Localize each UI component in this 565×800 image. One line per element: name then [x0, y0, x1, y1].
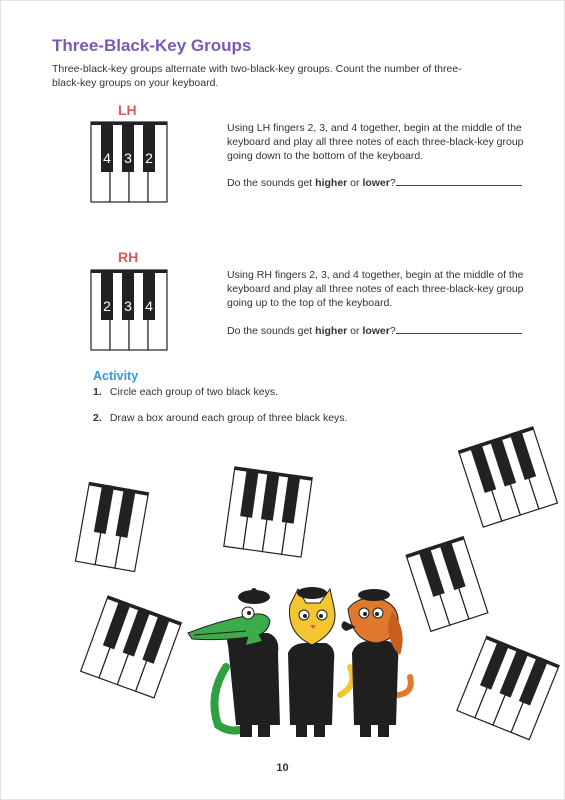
step-number: 1. [93, 386, 102, 398]
rh-keyboard-diagram [90, 269, 170, 351]
lh-question [227, 176, 522, 189]
step-text: Circle each group of two black keys. [109, 386, 278, 398]
finger-number: 2 [145, 150, 153, 166]
keyboard-piece-three-black-keys[interactable] [218, 462, 318, 562]
finger-number: 4 [103, 150, 111, 166]
question-or: or [350, 325, 360, 337]
activity-title: Activity [93, 369, 139, 383]
finger-number: 4 [145, 298, 153, 314]
lh-answer-line[interactable] [396, 176, 522, 186]
question-lower: lower [362, 325, 390, 337]
crocodile-character [188, 588, 280, 737]
activity-step-1 [93, 386, 278, 398]
question-higher: higher [315, 325, 348, 337]
page-number: 10 [276, 762, 289, 774]
keyboard-piece-three-black-keys[interactable] [452, 633, 564, 743]
step-number: 2. [93, 412, 102, 424]
lh-instruction: Using LH fingers 2, 3, and 4 together, begin at the middle of the keyboard and play all three notes of each three-black-key group going down to the bottom of the keyboard. [227, 122, 524, 162]
keyboard-piece-two-black-keys[interactable] [72, 482, 152, 572]
rh-answer-line[interactable] [396, 324, 522, 334]
lh-keyboard-diagram [90, 121, 170, 203]
question-prefix: Do the sounds get [227, 177, 313, 189]
finger-number: 3 [124, 150, 132, 166]
question-mark: ? [389, 177, 396, 189]
finger-number: 2 [103, 298, 111, 314]
rh-question [227, 324, 522, 337]
intro-text: Three-black-key groups alternate with two-black-key groups. Count the number of three-black-key groups on your keyboard. [52, 63, 462, 89]
rh-label: RH [118, 249, 139, 265]
question-prefix: Do the sounds get [227, 325, 313, 337]
keyboard-piece-three-black-keys[interactable] [76, 595, 186, 700]
dog-character [341, 589, 410, 737]
question-mark: ? [389, 325, 396, 337]
cat-character [288, 587, 352, 737]
rh-instruction: Using RH fingers 2, 3, and 4 together, begin at the middle of the keyboard and play all three notes of each three-black-key group going up to the top of the keyboard. [227, 269, 524, 309]
step-text: Draw a box around each group of three black keys. [109, 412, 348, 424]
question-higher: higher [315, 177, 348, 189]
keyboard-piece-three-black-keys[interactable] [450, 425, 565, 530]
question-lower: lower [362, 177, 390, 189]
finger-number: 3 [124, 298, 132, 314]
question-or: or [350, 177, 360, 189]
lh-label: LH [118, 102, 137, 118]
activity-step-2 [93, 412, 347, 424]
page-title: Three-Black-Key Groups [52, 36, 252, 55]
cartoon-characters-illustration [188, 575, 418, 745]
